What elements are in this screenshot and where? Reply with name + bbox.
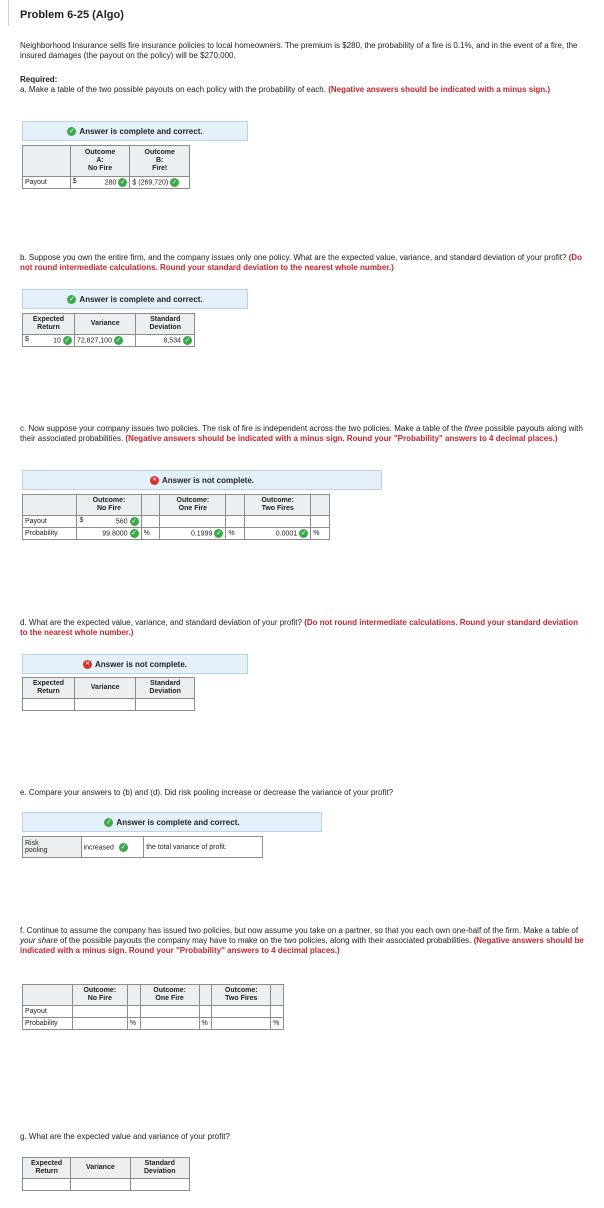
std-dev-input[interactable]: [136, 699, 195, 711]
header-line: Outcome:: [224, 987, 258, 994]
no-fire-header: [72, 985, 127, 1006]
dollar-sign: $: [132, 179, 137, 187]
part-c-text2: possible payouts along with their associated probabilities.: [20, 424, 583, 443]
dollar-sign: $: [79, 517, 84, 524]
std-dev-header: [136, 314, 195, 335]
header-line: Outcome:: [176, 497, 210, 504]
header-line: Outcome:: [92, 497, 126, 504]
part-e-status-banner: [22, 812, 322, 832]
value: 0.1999: [190, 530, 213, 538]
header-line: Fire!: [152, 165, 168, 172]
outcome-b-header: [130, 146, 190, 177]
payout-two-fires-input[interactable]: [245, 516, 311, 528]
label-line: pooling: [25, 847, 48, 854]
expected-return-header: [23, 314, 75, 335]
payout-no-fire-input[interactable]: [72, 1006, 127, 1018]
part-a-text: a. Make a table of the two possible payouts on each policy with the probability of each.: [20, 85, 326, 94]
dollar-sign: $: [72, 178, 77, 185]
header-line: Two Fires: [261, 505, 294, 512]
header-line: Expected: [32, 316, 65, 323]
part-f-emphasis: your share: [20, 936, 58, 945]
variance-header: Variance: [71, 1158, 130, 1179]
row-label-probability: Probability: [23, 1018, 73, 1030]
row-label-payout: Payout: [23, 516, 77, 528]
check-circle-icon: ✓: [184, 337, 191, 344]
one-fire-header: [140, 985, 199, 1006]
header-line: No Fire: [96, 505, 122, 512]
part-b-note: (Do not round intermediate calculations. Round your standard deviation to the nearest whole number.): [20, 253, 582, 272]
expected-return-input[interactable]: [23, 1179, 71, 1191]
expected-return-input[interactable]: [23, 699, 75, 711]
percent-sign: %: [226, 528, 245, 540]
prob-no-fire-input[interactable]: [72, 1018, 127, 1030]
part-f-note: (Negative answers should be indicated with a minus sign. Round your "Probability" answers to 4 decimal places.): [20, 936, 584, 955]
header-line: No Fire: [88, 165, 113, 172]
payout-one-fire-input[interactable]: [160, 516, 226, 528]
prob-one-fire-input[interactable]: [160, 528, 226, 540]
value: 560: [115, 518, 128, 526]
prob-one-fire-input[interactable]: [140, 1018, 199, 1030]
two-fires-header: [245, 495, 311, 516]
part-f-question: [20, 926, 586, 956]
header-line: Return: [37, 688, 60, 695]
header-line: Deviation: [143, 1168, 176, 1175]
check-circle-icon: ✓: [120, 843, 127, 851]
payout-two-fires-input[interactable]: [212, 1006, 271, 1018]
expected-return-input[interactable]: [23, 335, 75, 347]
std-dev-input[interactable]: [130, 1179, 190, 1191]
part-d-question: [20, 618, 586, 638]
expected-return-header: [23, 1158, 71, 1179]
part-c-text: c. Now suppose your company issues two policies. The risk of fire is independent across the two policies. Make a table of the: [20, 424, 463, 433]
header-line: Expected: [31, 1160, 63, 1167]
header-line: One Fire: [178, 505, 208, 512]
empty-cell: [199, 1006, 212, 1018]
x-circle-icon: ✕: [151, 476, 157, 483]
value: 72,827,100: [76, 337, 112, 345]
value: increased: [83, 843, 114, 851]
header-line: Expected: [32, 680, 65, 687]
part-b-text: b. Suppose you own the entire firm, and the company issues only one policy. What are the expected value, variance, and standard deviation of your profit?: [20, 253, 567, 262]
variance-input[interactable]: [75, 699, 136, 711]
variance-header: Variance: [74, 314, 136, 335]
part-d-note: (Do not round intermediate calculations. Round your standard deviation to the nearest whole number.): [20, 618, 578, 637]
part-e-question: e. Compare your answers to (b) and (d). Did risk pooling increase or decrease the variance of your profit?: [20, 788, 394, 797]
value: (269,720): [138, 179, 169, 187]
header-line: B:: [155, 157, 164, 164]
header-line: Outcome:: [153, 987, 186, 994]
corner-cell: [23, 985, 73, 1006]
payout-fire-input[interactable]: [130, 177, 190, 189]
header-line: Return: [37, 324, 60, 331]
prob-two-fires-input[interactable]: [245, 528, 311, 540]
part-f-text: f. Continue to assume the company has issued two policies, but now assume you take on a partner, so that you each own one-half of the firm. Make a table of: [20, 926, 579, 935]
header-line: Standard: [150, 316, 181, 323]
check-circle-icon: ✓: [119, 179, 126, 186]
percent-sign: %: [141, 528, 160, 540]
part-c-note: (Negative answers should be indicated with a minus sign. Round your "Probability" answers to 4 decimal places.): [125, 434, 558, 443]
status-text: Answer is complete and correct.: [116, 817, 240, 827]
corner-cell: [23, 146, 71, 177]
value: 0.0001: [275, 530, 298, 538]
check-circle-icon: ✓: [171, 179, 178, 186]
pct-col-header: [271, 985, 284, 1006]
status-text: Answer is not complete.: [94, 659, 188, 669]
pct-col-header: [141, 495, 160, 516]
header-line: Two Fires: [225, 995, 258, 1002]
check-circle-icon: ✓: [105, 818, 112, 826]
part-c-emphasis: three: [464, 424, 483, 433]
row-label-probability: Probability: [23, 528, 77, 540]
part-b-status-banner: [22, 289, 248, 309]
part-d-status-banner: [22, 654, 248, 674]
part-g-table: [22, 1157, 190, 1191]
part-c-status-banner: [22, 470, 382, 490]
status-text: Answer is not complete.: [161, 475, 255, 485]
corner-cell: [23, 495, 77, 516]
header-line: Outcome: [144, 149, 175, 156]
variance-input[interactable]: [74, 335, 136, 347]
check-circle-icon: ✓: [64, 337, 71, 344]
one-fire-header: [160, 495, 226, 516]
risk-pooling-select[interactable]: [81, 837, 144, 858]
header-line: Standard: [149, 680, 181, 687]
empty-cell: [141, 516, 160, 528]
part-a-question: [20, 85, 586, 95]
x-circle-icon: ✕: [84, 660, 90, 667]
row-label-payout: Payout: [23, 1006, 73, 1018]
two-fires-header: [212, 985, 271, 1006]
variance-input[interactable]: [71, 1179, 130, 1191]
outcome-a-header: [70, 146, 130, 177]
risk-pooling-label: [23, 837, 82, 858]
std-dev-header: [136, 678, 195, 699]
part-f-table: [22, 984, 284, 1030]
part-g-question: g. What are the expected value and variance of your profit?: [20, 1132, 230, 1141]
check-circle-icon: ✓: [68, 295, 75, 303]
percent-sign: %: [311, 528, 330, 540]
status-text: Answer is complete and correct.: [79, 126, 203, 136]
header-line: No Fire: [87, 995, 112, 1002]
status-text: Answer is complete and correct.: [79, 294, 203, 304]
header-line: Return: [35, 1168, 58, 1175]
part-f-text2: of the possible payouts the company may have to make on the two policies, along with their associated probabilities.: [60, 936, 472, 945]
value: 8,534: [163, 337, 181, 345]
header-line: Outcome:: [261, 497, 294, 504]
percent-sign: %: [199, 1018, 212, 1030]
part-d-text: d. What are the expected value, variance, and standard deviation of your profit?: [20, 618, 302, 627]
part-c-question: [20, 424, 586, 444]
empty-cell: [226, 516, 245, 528]
row-label-payout: Payout: [23, 177, 71, 189]
header-line: Standard: [144, 1160, 175, 1167]
value: 99.8000: [102, 530, 128, 538]
dollar-sign: $: [25, 336, 29, 343]
expected-return-header: [23, 678, 75, 699]
header-line: A:: [96, 157, 104, 164]
label-line: Risk: [25, 840, 39, 847]
value: 10: [53, 337, 61, 345]
header-line: Outcome:: [83, 987, 117, 994]
required-label: Required:: [20, 75, 58, 84]
part-b-question: [20, 253, 586, 273]
payout-no-fire-input[interactable]: [77, 516, 141, 528]
risk-pooling-suffix: the total variance of profit.: [144, 837, 263, 858]
value: 280: [104, 179, 117, 187]
check-circle-icon: ✓: [215, 530, 222, 537]
header-line: Outcome: [84, 149, 116, 156]
variance-header: Variance: [75, 678, 136, 699]
std-dev-input[interactable]: [136, 335, 195, 347]
std-dev-header: [130, 1158, 190, 1179]
prob-no-fire-input[interactable]: [77, 528, 141, 540]
part-a-table: [22, 145, 190, 189]
part-a-note: (Negative answers should be indicated with a minus sign.): [328, 85, 551, 94]
part-c-table: [22, 494, 330, 540]
check-circle-icon: ✓: [131, 530, 137, 537]
part-e-table: [22, 836, 263, 858]
check-circle-icon: ✓: [115, 337, 122, 344]
part-a-status-banner: [22, 121, 248, 141]
page-title: Problem 6-25 (Algo): [20, 9, 124, 21]
check-circle-icon: ✓: [300, 530, 307, 537]
percent-sign: %: [127, 1018, 140, 1030]
check-circle-icon: ✓: [131, 518, 137, 525]
left-divider: [8, 0, 9, 26]
no-fire-header: [77, 495, 141, 516]
part-d-table: [22, 677, 195, 711]
header-line: Deviation: [149, 324, 181, 331]
percent-sign: %: [271, 1018, 284, 1030]
header-line: Deviation: [149, 688, 181, 695]
pct-col-header: [127, 985, 140, 1006]
payout-one-fire-input[interactable]: [140, 1006, 199, 1018]
payout-no-fire-input[interactable]: [70, 177, 130, 189]
part-b-table: [22, 313, 195, 347]
header-line: One Fire: [155, 995, 184, 1002]
empty-cell: [127, 1006, 140, 1018]
empty-cell: [311, 516, 330, 528]
pct-col-header: [311, 495, 330, 516]
pct-col-header: [199, 985, 212, 1006]
intro-text: Neighborhood Insurance sells fire insurance policies to local homeowners. The premium is $280, the probability of a fire is 0.1%, and in the event of a fire, the insured damages (the payout on the policy) will be $270,000.: [20, 41, 578, 60]
prob-two-fires-input[interactable]: [212, 1018, 271, 1030]
pct-col-header: [226, 495, 245, 516]
check-circle-icon: ✓: [68, 127, 75, 135]
empty-cell: [271, 1006, 284, 1018]
